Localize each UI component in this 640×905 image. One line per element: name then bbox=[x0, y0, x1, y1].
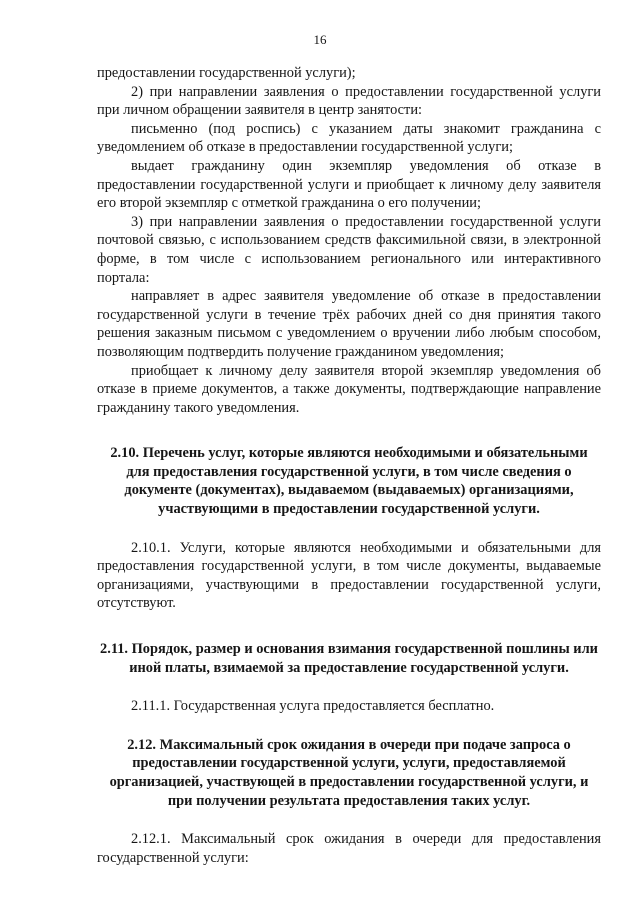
section-heading-2-11: 2.11. Порядок, размер и основания взимания государственной пошлины или иной платы, взимаемой за предоставление государственной услуги. bbox=[100, 641, 598, 676]
paragraph: 2.10.1. Услуги, которые являются необходимыми и обязательными для предоставления государственной услуги, в том числе документы, выдаваемые организациями, участвующими в предоставлении государственной услуги, отсутствуют. bbox=[97, 539, 601, 612]
page-number: 16 bbox=[313, 32, 327, 47]
paragraph: 2) при направлении заявления о предоставлении государственной услуги при личном обращении заявителя в центр занятости: bbox=[97, 83, 601, 119]
paragraph: предоставлении государственной услуги); bbox=[97, 65, 356, 81]
document-body bbox=[97, 64, 601, 867]
paragraph: письменно (под роспись) с указанием даты знакомит гражданина с уведомлением об отказе в предоставлении государственной услуги; bbox=[97, 120, 601, 156]
section-heading-2-10: 2.10. Перечень услуг, которые являются необходимыми и обязательными для предоставления государственной услуги, в том числе сведения о документе (документах), выдаваемом (выдаваемых) организациями, участвующими в предоставлении государственной услуги. bbox=[110, 445, 588, 518]
paragraph: направляет в адрес заявителя уведомление об отказе в предоставлении государственной услуги в течение трёх рабочих дней со дня принятия такого решения заказным письмом с уведомлением о вручении либо любым способом, позволяющим подтвердить получение гражданином уведомления; bbox=[97, 288, 601, 360]
section-heading-2-12: 2.12. Максимальный срок ожидания в очереди при подаче запроса о предоставлении государственной услуги, услуги, предоставляемой организацией, участвующей в предоставлении государственной услуги, и при получении результата предоставления таких услуг. bbox=[109, 736, 589, 809]
paragraph: выдает гражданину один экземпляр уведомления об отказе в предоставлении государственной услуги и приобщает к личному делу заявителя его второй экземпляр с отметкой гражданина о его получении; bbox=[97, 157, 601, 212]
paragraph: приобщает к личному делу заявителя второй экземпляр уведомления об отказе в приеме документов, а также документы, подтверждающие направление гражданину такого уведомления. bbox=[97, 362, 601, 416]
paragraph: 2.12.1. Максимальный срок ожидания в очереди для предоставления государственной услуги: bbox=[97, 831, 601, 866]
paragraph: 2.11.1. Государственная услуга предоставляется бесплатно. bbox=[131, 698, 495, 715]
paragraph: 3) при направлении заявления о предоставлении государственной услуги почтовой связью, с использованием средств факсимильной связи, в электронной форме, в том числе с использованием регионального или интерактивного портала: bbox=[97, 213, 601, 286]
